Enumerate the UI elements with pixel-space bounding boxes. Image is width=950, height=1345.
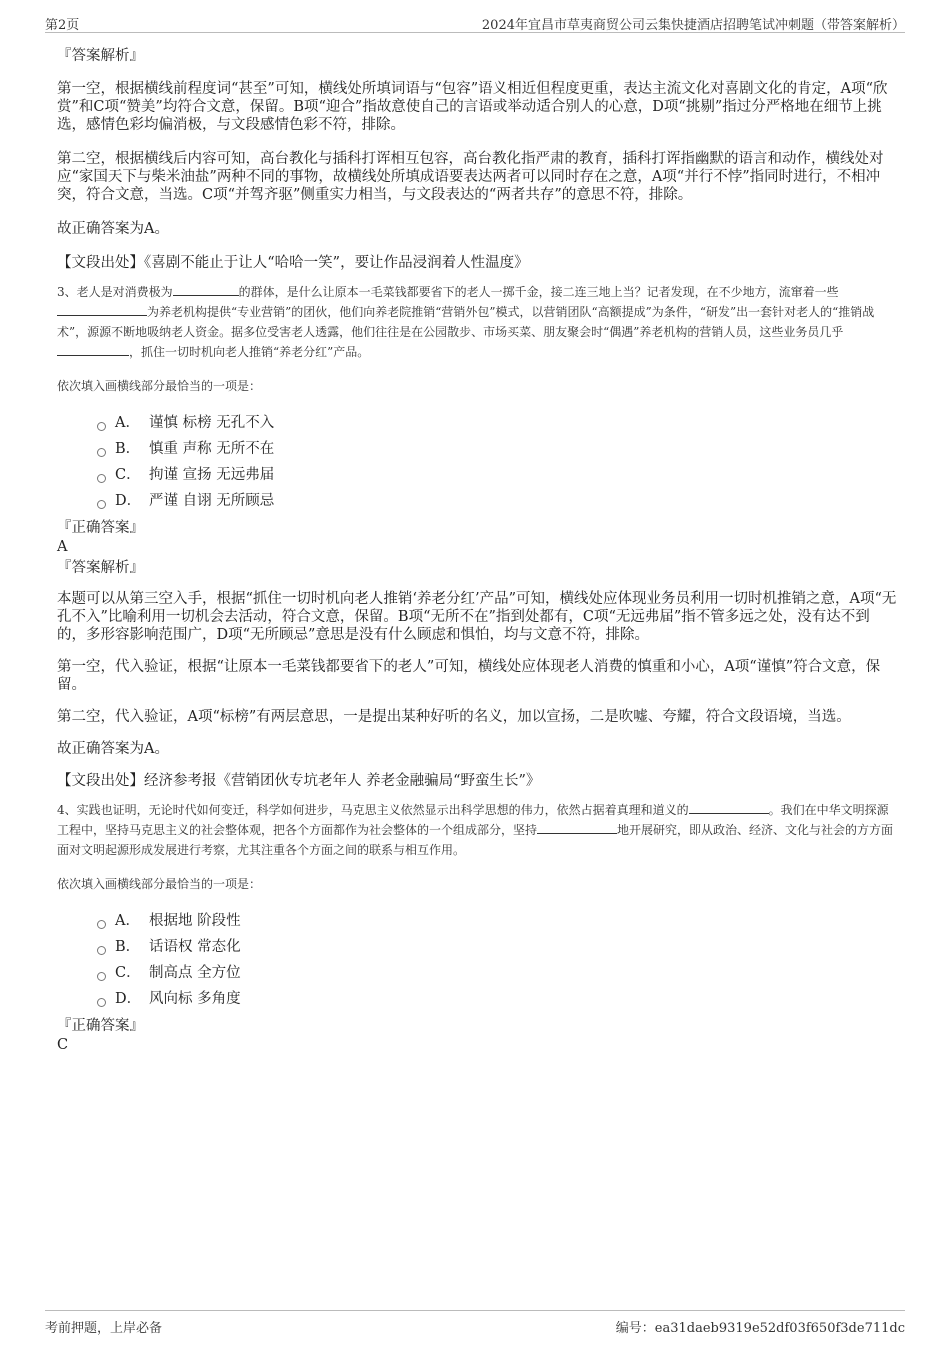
q3-blank-3: [57, 343, 129, 356]
q3-blank-1: [173, 283, 239, 296]
option-letter: C．: [115, 965, 141, 981]
q3-analysis-paragraph-3: 第二空，代入验证，A项“标榜”有两层意思，一是提出某种好听的名义，加以宣扬，二是吹嘘、夸耀，符合文段语境，当选。: [57, 709, 851, 725]
q2-source: 【文段出处】《喜剧不能止于让人“哈哈一笑”，要让作品浸润着人性温度》: [57, 255, 529, 271]
radio-button-icon[interactable]: [97, 422, 106, 431]
q3-option-d[interactable]: [97, 488, 897, 514]
option-letter: D．: [115, 493, 142, 509]
q3-stem-part2: 的群体，是什么让原本一毛菜钱都要省下的老人一掷千金，接二连三地上当？记者发现，在不少地方，流窜着一些: [238, 285, 839, 299]
radio-button-icon[interactable]: [97, 448, 106, 457]
option-text: 谨慎 标榜 无孔不入: [149, 415, 275, 431]
option-text: 慎重 声称 无所不在: [149, 441, 275, 457]
q3-answer-tag: 『正确答案』: [57, 520, 144, 536]
q4-option-a[interactable]: [97, 908, 897, 934]
radio-button-icon[interactable]: [97, 474, 106, 483]
q3-stem-part4: ，抓住一切时机向老人推销“养老分红”产品。: [129, 345, 370, 359]
q2-conclusion: 故正确答案为A。: [57, 221, 169, 237]
q4-option-d[interactable]: [97, 986, 897, 1012]
page-footer: [45, 1310, 905, 1337]
option-letter: D．: [115, 991, 142, 1007]
option-text: 制高点 全方位: [149, 965, 241, 981]
q4-blank-2: [537, 821, 617, 834]
radio-button-icon[interactable]: [97, 972, 106, 981]
q3-source: 【文段出处】经济参考报《营销团伙专坑老年人 养老金融骗局“野蛮生长”》: [57, 773, 541, 789]
q3-conclusion: 故正确答案为A。: [57, 741, 169, 757]
q3-option-b[interactable]: [97, 436, 897, 462]
option-text: 拘谨 宣扬 无远弗届: [149, 467, 275, 483]
option-letter: B．: [115, 939, 141, 955]
q2-analysis-paragraph-2: 第二空，根据横线后内容可知，高台教化与插科打诨相互包容，高台教化指严肃的教育，插科打诨指幽默的语言和动作，横线处对应“家国天下与柴米油盐”两种不同的事物，故横线处所填成语要表达两者可以同时存在之意，A项“并行不悖”指同时进行，不相冲突，符合文意，当选。C项“并驾齐驱”侧重实力相当，与文段表达的“两者共存”的意思不符，排除。: [57, 151, 884, 203]
option-text: 根据地 阶段性: [149, 913, 241, 929]
q4-prompt: 依次填入画横线部分最恰当的一项是：: [57, 877, 262, 891]
q3-analysis-tag: 『答案解析』: [57, 560, 144, 576]
option-letter: C．: [115, 467, 141, 483]
q4-stem-part3: 地开展研究，即从政治、经济、文化与社会的方方面面对文明起源形成发展进行考察，尤其注重各个方面之间的联系与相互作用。: [57, 823, 894, 857]
q3-analysis-paragraph-1: 本题可以从第三空入手，根据“抓住一切时机向老人推销‘养老分红’产品”可知，横线处应体现业务员利用一切时机推销之意，A项“无孔不入”比喻利用一切机会去活动，符合文意，保留。B项“无所不在”指到处都有，C项“无远弗届”指不管多远之处，没有达不到的，多形容影响范围广，D项“无所顾忌”意思是没有什么顾虑和惧怕，均与文意不符，排除。: [57, 591, 897, 643]
q4-answer-tag: 『正确答案』: [57, 1018, 144, 1034]
q4-option-b[interactable]: [97, 934, 897, 960]
option-text: 严谨 自诩 无所顾忌: [149, 493, 275, 509]
q4-stem-part1: 4、实践也证明，无论时代如何变迁，科学如何进步，马克思主义依然显示出科学思想的伟力，依然占据着真理和道义的: [57, 803, 689, 817]
q2-analysis-paragraph-1: 第一空，根据横线前程度词“甚至”可知，横线处所填词语与“包容”语义相近但程度更重，表达主流文化对喜剧文化的肯定，A项“欣赏”和C项“赞美”均符合文意，保留。B项“迎合”指故意使自己的言语或举动适合别人的心意，D项“挑剔”指过分严格地在细节上挑选，感情色彩均偏消极，与文段感情色彩不符，排除。: [57, 81, 888, 133]
q3-blank-2: [57, 303, 147, 316]
option-letter: A．: [115, 415, 140, 431]
q2-analysis-tag: 『答案解析』: [57, 48, 144, 64]
footer-document-id: 编号：ea31daeb9319e52df03f650f3de711dc: [615, 1321, 905, 1336]
footer-slogan: 考前押题，上岸必备: [45, 1321, 163, 1336]
q3-analysis-paragraph-2: 第一空，代入验证，根据“让原本一毛菜钱都要省下的老人”可知，横线处应体现老人消费的慎重和小心，A项“谨慎”符合文意，保留。: [57, 659, 881, 693]
q4-blank-1: [689, 801, 769, 814]
q3-stem-part3: 为养老机构提供“专业营销”的团伙，他们向养老院推销“营销外包”模式，以营销团队“高额提成”为条件，“研发”出一套针对老人的“推销战术”，源源不断地吸纳老人资金。据多位受害老人透露，他们往往是在公园散步、市场买菜、朋友聚会时“偶遇”养老机构的营销人员，这些业务员几乎: [57, 305, 875, 339]
q3-option-c[interactable]: [97, 462, 897, 488]
q4-option-c[interactable]: [97, 960, 897, 986]
q4-options: [97, 908, 897, 1012]
q4-answer: C: [57, 1037, 69, 1053]
page-content: [57, 46, 897, 1054]
q4-stem-part2: 。我们在中华文明探源工程中，坚持马克思主义的社会整体观，把各个方面都作为社会整体的一个组成部分，坚持: [57, 803, 889, 837]
option-text: 话语权 常态化: [149, 939, 241, 955]
q3-answer: A: [57, 539, 68, 555]
option-text: 风向标 多角度: [149, 991, 241, 1007]
q3-stem: [57, 282, 897, 362]
page-number: 第2页: [45, 18, 80, 33]
page-header: [45, 10, 905, 33]
q3-option-a[interactable]: [97, 410, 897, 436]
option-letter: B．: [115, 441, 141, 457]
radio-button-icon[interactable]: [97, 998, 106, 1007]
option-letter: A．: [115, 913, 140, 929]
q3-stem-part1: 3、老人是对消费极为: [57, 285, 173, 299]
q3-options: [97, 410, 897, 514]
document-title: 2024年宜昌市草夷商贸公司云集快捷酒店招聘笔试冲刺题（带答案解析）: [481, 18, 905, 33]
q3-prompt: 依次填入画横线部分最恰当的一项是：: [57, 379, 262, 393]
radio-button-icon[interactable]: [97, 946, 106, 955]
radio-button-icon[interactable]: [97, 500, 106, 509]
q4-stem: [57, 800, 897, 860]
radio-button-icon[interactable]: [97, 920, 106, 929]
